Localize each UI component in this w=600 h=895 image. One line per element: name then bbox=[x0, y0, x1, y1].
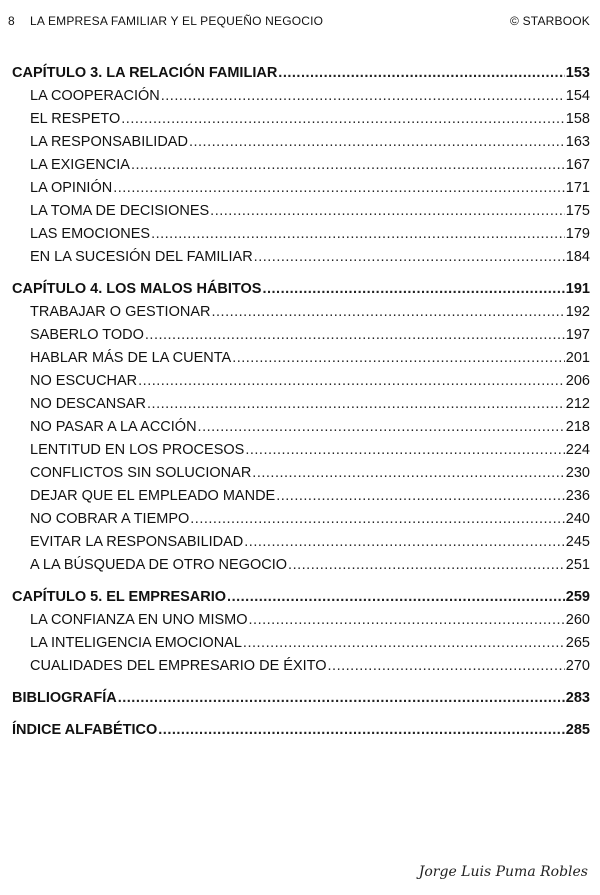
toc-entry-page: 283 bbox=[565, 690, 590, 706]
toc-entry-label: CAPÍTULO 5. EL EMPRESARIO bbox=[12, 589, 227, 605]
toc-entry-label: TRABAJAR O GESTIONAR bbox=[30, 304, 211, 320]
dot-leader bbox=[245, 439, 564, 462]
toc-section-entry[interactable] bbox=[12, 609, 590, 632]
toc-entry-page: 192 bbox=[565, 304, 590, 320]
dot-leader bbox=[288, 554, 565, 577]
toc-section-entry[interactable] bbox=[12, 154, 590, 177]
toc-entry-page: 191 bbox=[565, 281, 590, 297]
toc-entry-label: ÍNDICE ALFABÉTICO bbox=[12, 722, 158, 738]
toc-section-entry[interactable] bbox=[12, 531, 590, 554]
toc-entry-page: 245 bbox=[565, 534, 590, 550]
toc-entry-page: 259 bbox=[565, 589, 590, 605]
toc-entry-label: NO COBRAR A TIEMPO bbox=[30, 511, 190, 527]
toc-entry-label: LA CONFIANZA EN UNO MISMO bbox=[30, 612, 248, 628]
toc-entry-page: 270 bbox=[565, 658, 590, 674]
toc-entry-page: 201 bbox=[565, 350, 590, 366]
dot-leader bbox=[211, 301, 564, 324]
dot-leader bbox=[145, 324, 565, 347]
chapter-gap bbox=[12, 577, 590, 586]
toc-entry-page: 197 bbox=[565, 327, 590, 343]
toc-entry-label: LA TOMA DE DECISIONES bbox=[30, 203, 210, 219]
toc-section-entry[interactable] bbox=[12, 131, 590, 154]
dot-leader bbox=[328, 655, 565, 678]
dot-leader bbox=[147, 393, 565, 416]
toc-entry-page: 230 bbox=[565, 465, 590, 481]
publisher-mark: © STARBOOK bbox=[510, 14, 590, 28]
book-title: LA EMPRESA FAMILIAR Y EL PEQUEÑO NEGOCIO bbox=[30, 14, 324, 28]
dot-leader bbox=[118, 687, 565, 710]
toc-entry-page: 260 bbox=[565, 612, 590, 628]
toc-section-entry[interactable] bbox=[12, 393, 590, 416]
dot-leader bbox=[227, 586, 565, 609]
toc-chapter-entry[interactable] bbox=[12, 62, 590, 85]
dot-leader bbox=[249, 609, 565, 632]
dot-leader bbox=[244, 531, 565, 554]
author-signature: Jorge Luis Puma Robles bbox=[418, 864, 588, 880]
toc-section-entry[interactable] bbox=[12, 85, 590, 108]
toc-section-entry[interactable] bbox=[12, 347, 590, 370]
toc-entry-page: 265 bbox=[565, 635, 590, 651]
toc-section-entry[interactable] bbox=[12, 485, 590, 508]
dot-leader bbox=[198, 416, 565, 439]
toc-entry-label: SABERLO TODO bbox=[30, 327, 144, 343]
toc-section-entry[interactable] bbox=[12, 223, 590, 246]
toc-entry-page: 163 bbox=[565, 134, 590, 150]
dot-leader bbox=[113, 177, 565, 200]
toc-entry-label: LA RESPONSABILIDAD bbox=[30, 134, 188, 150]
toc-section-entry[interactable] bbox=[12, 301, 590, 324]
toc-section-entry[interactable] bbox=[12, 439, 590, 462]
toc-entry-page: 285 bbox=[565, 722, 590, 738]
dot-leader bbox=[252, 462, 565, 485]
toc-entry-page: 206 bbox=[565, 373, 590, 389]
toc-section-entry[interactable] bbox=[12, 554, 590, 577]
toc-entry-label: NO ESCUCHAR bbox=[30, 373, 138, 389]
toc-entry-label: HABLAR MÁS DE LA CUENTA bbox=[30, 350, 232, 366]
page-number: 8 bbox=[8, 14, 15, 28]
dot-leader bbox=[278, 62, 565, 85]
toc-entry-page: 224 bbox=[565, 442, 590, 458]
toc-entry-page: 218 bbox=[565, 419, 590, 435]
toc-entry-page: 236 bbox=[565, 488, 590, 504]
toc-entry-label: LENTITUD EN LOS PROCESOS bbox=[30, 442, 245, 458]
toc-entry-label: LAS EMOCIONES bbox=[30, 226, 151, 242]
toc-entry-page: 175 bbox=[565, 203, 590, 219]
toc-entry-label: LA OPINIÓN bbox=[30, 180, 113, 196]
dot-leader bbox=[131, 154, 565, 177]
toc-section-entry[interactable] bbox=[12, 632, 590, 655]
toc-entry-label: LA EXIGENCIA bbox=[30, 157, 130, 173]
dot-leader bbox=[254, 246, 565, 269]
toc-chapter-entry[interactable] bbox=[12, 687, 590, 710]
toc-entry-page: 167 bbox=[565, 157, 590, 173]
running-header bbox=[8, 13, 590, 29]
toc-entry-label: LA COOPERACIÓN bbox=[30, 88, 160, 104]
toc-entry-label: EN LA SUCESIÓN DEL FAMILIAR bbox=[30, 249, 253, 265]
dot-leader bbox=[121, 108, 565, 131]
toc-section-entry[interactable] bbox=[12, 177, 590, 200]
toc-entry-label: DEJAR QUE EL EMPLEADO MANDE bbox=[30, 488, 276, 504]
toc-entry-page: 158 bbox=[565, 111, 590, 127]
toc-entry-label: CONFLICTOS SIN SOLUCIONAR bbox=[30, 465, 252, 481]
dot-leader bbox=[232, 347, 565, 370]
toc-section-entry[interactable] bbox=[12, 200, 590, 223]
dot-leader bbox=[161, 85, 565, 108]
toc-entry-page: 179 bbox=[565, 226, 590, 242]
table-of-contents bbox=[12, 62, 590, 742]
toc-entry-label: CUALIDADES DEL EMPRESARIO DE ÉXITO bbox=[30, 658, 327, 674]
toc-entry-label: CAPÍTULO 3. LA RELACIÓN FAMILIAR bbox=[12, 65, 278, 81]
toc-entry-page: 171 bbox=[565, 180, 590, 196]
toc-entry-page: 212 bbox=[565, 396, 590, 412]
toc-section-entry[interactable] bbox=[12, 508, 590, 531]
toc-entry-label: NO PASAR A LA ACCIÓN bbox=[30, 419, 197, 435]
toc-chapter-entry[interactable] bbox=[12, 278, 590, 301]
toc-section-entry[interactable] bbox=[12, 416, 590, 439]
dot-leader bbox=[262, 278, 564, 301]
chapter-gap bbox=[12, 269, 590, 278]
toc-entry-label: EL RESPETO bbox=[30, 111, 121, 127]
dot-leader bbox=[210, 200, 565, 223]
chapter-gap bbox=[12, 678, 590, 687]
toc-entry-label: CAPÍTULO 4. LOS MALOS HÁBITOS bbox=[12, 281, 262, 297]
toc-entry-page: 154 bbox=[565, 88, 590, 104]
dot-leader bbox=[190, 508, 565, 531]
toc-entry-label: EVITAR LA RESPONSABILIDAD bbox=[30, 534, 244, 550]
chapter-gap bbox=[12, 710, 590, 719]
toc-section-entry[interactable] bbox=[12, 246, 590, 269]
toc-entry-label: A LA BÚSQUEDA DE OTRO NEGOCIO bbox=[30, 557, 288, 573]
toc-entry-page: 251 bbox=[565, 557, 590, 573]
toc-section-entry[interactable] bbox=[12, 370, 590, 393]
toc-entry-page: 240 bbox=[565, 511, 590, 527]
toc-chapter-entry[interactable] bbox=[12, 719, 590, 742]
dot-leader bbox=[276, 485, 565, 508]
toc-section-entry[interactable] bbox=[12, 108, 590, 131]
toc-entry-page: 184 bbox=[565, 249, 590, 265]
toc-entry-page: 153 bbox=[565, 65, 590, 81]
dot-leader bbox=[138, 370, 565, 393]
toc-entry-label: NO DESCANSAR bbox=[30, 396, 147, 412]
dot-leader bbox=[189, 131, 565, 154]
dot-leader bbox=[151, 223, 565, 246]
toc-chapter-entry[interactable] bbox=[12, 586, 590, 609]
toc-section-entry[interactable] bbox=[12, 655, 590, 678]
toc-section-entry[interactable] bbox=[12, 324, 590, 347]
toc-section-entry[interactable] bbox=[12, 462, 590, 485]
toc-entry-label: LA INTELIGENCIA EMOCIONAL bbox=[30, 635, 242, 651]
dot-leader bbox=[243, 632, 565, 655]
dot-leader bbox=[158, 719, 565, 742]
toc-entry-label: BIBLIOGRAFÍA bbox=[12, 690, 117, 706]
